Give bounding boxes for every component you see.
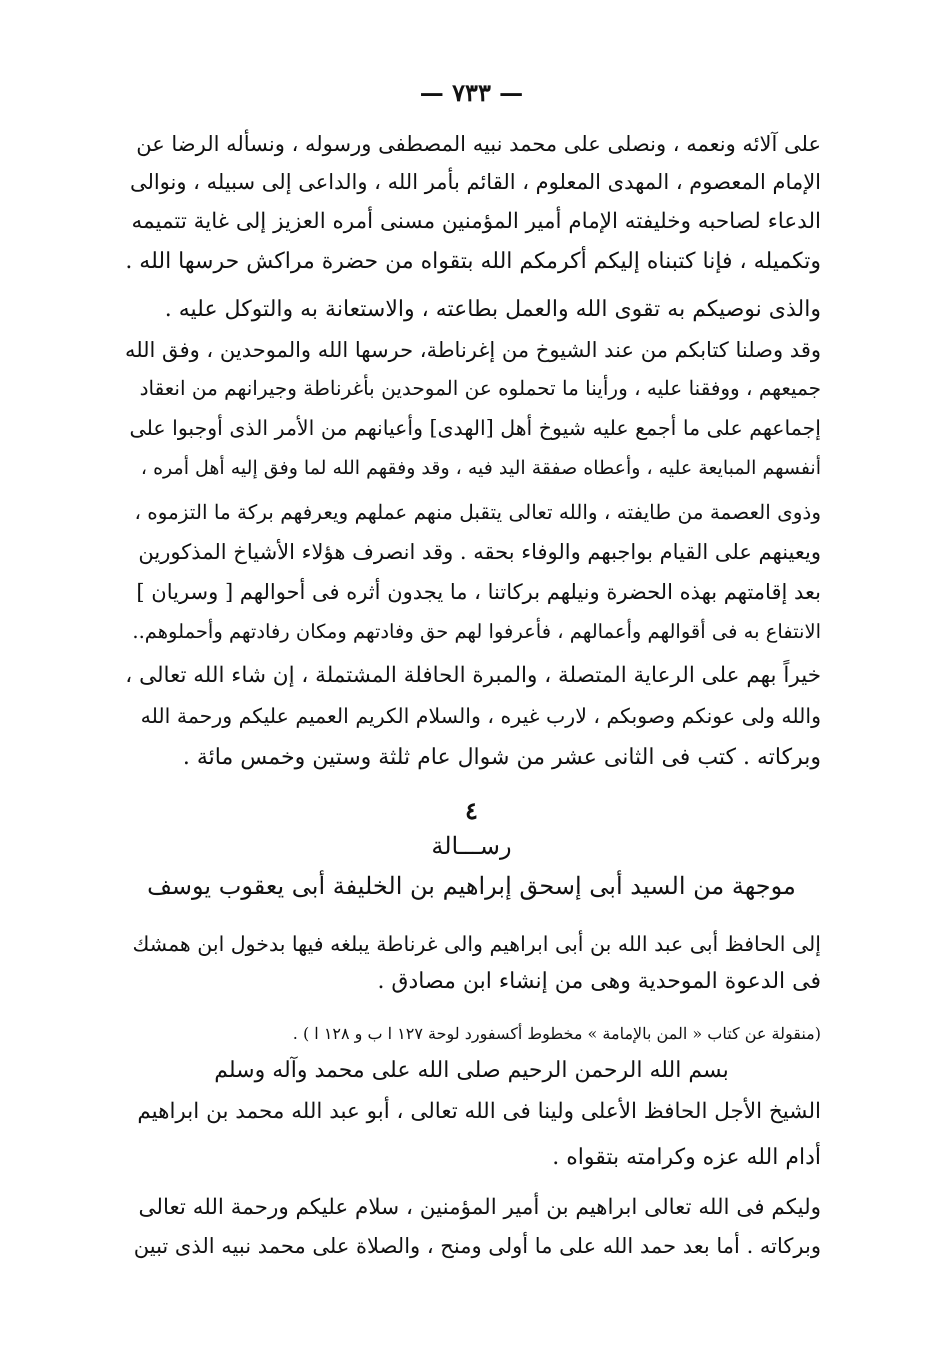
greeting-line: وبركاته . أما بعد حمد الله على ما أولى ومنح ، والصلاة على محمد نبيه الذى تبين — [133, 1234, 821, 1258]
address-line: أدام الله عزه وكرامته بتقواه . — [552, 1145, 821, 1170]
letter-line: خيراً بهم على الرعاية المتصلة ، والمبرة الحافلة المشتملة ، إن شاء الله تعالى ، — [125, 663, 821, 688]
letter-line: الإمام المعصوم ، المهدى المعلوم ، القائم بأمر الله ، والداعى إلى سبيله ، ونوالى — [129, 170, 821, 194]
letter-line: والذى نوصيكم به تقوى الله والعمل بطاعته ، والاستعانة به والتوكل عليه . — [164, 297, 821, 322]
section-description-line: فى الدعوة الموحدية وهى من إنشاء ابن مصادق . — [377, 969, 821, 994]
letter-line: جميعهم ، ووفقنا عليه ، ورأينا ما تحملوه عن الموحدين بأغرناطة وجيرانهم من انعقاد — [139, 376, 821, 400]
letter-line: وقد وصلنا كتابكم من عند الشيوخ من إغرناطة، حرسها الله والموحدين ، وفق الله — [124, 338, 821, 362]
letter-line: ويعينهم على القيام بواجبهم والوفاء بحقه . وقد انصرف هؤلاء الأشياخ المذكورين — [138, 540, 821, 564]
letter-line: إجماعهم على ما أجمع عليه شيوخ أهل [الهدى] وأعيانهم من الأمر الذى أوجبوا على — [129, 416, 821, 440]
basmala: بسم الله الرحمن الرحيم صلى الله على محمد وآله وسلم — [214, 1058, 729, 1083]
section-number: ٤ — [465, 796, 478, 825]
letter-line: وذوى العصمة من طايفته ، والله تعالى يتقبل منهم عملهم ويعرفهم بركة ما التزموه ، — [134, 500, 821, 524]
letter-line: الدعاء لصاحبه وخليفته الإمام أمير المؤمنين مسنى أمره العزيز إلى غاية تتميمه — [131, 209, 821, 234]
letter-line: بعد إقامتهم بهذه الحضرة ونيلهم بركاتنا ، ما يجدون أثره فى أحوالهم [ وسريان ] — [136, 580, 821, 604]
source-note: (منقولة عن كتاب « المن بالإمامة » مخطوط أكسفورد لوحة ١٢٧ ا ب و ١٢٨ ا ) . — [292, 1024, 821, 1043]
address-line: الشيخ الأجل الحافظ الأعلى ولينا فى الله تعالى ، أبو عبد الله محمد بن ابراهيم — [137, 1099, 821, 1124]
page-number: — ٧٣٣ — — [419, 78, 524, 107]
section-description-line: إلى الحافظ أبى عبد الله بن أبى ابراهيم والى غرناطة يبلغه فيها بدخول ابن همشك — [132, 932, 821, 956]
letter-line: الانتفاع به فى أقوالهم وأعمالهم ، فأعرفوا لهم حق وفادتهم ومكان رفادتهم وأحملوهم.. — [132, 620, 821, 643]
letter-line: على آلائه ونعمه ، ونصلى على محمد نبيه المصطفى ورسوله ، ونسأله الرضا عن — [136, 132, 821, 156]
greeting-line: وليكم فى الله تعالى ابراهيم بن أمير المؤمنين ، سلام عليكم ورحمة الله تعالى — [138, 1195, 821, 1220]
letter-line: وتكميله ، فإنا كتبناه إليكم أكرمكم الله بتقواه من حضرة مراكش حرسها الله . — [125, 249, 821, 274]
section-subtitle: موجهة من السيد أبى إسحق إبراهيم بن الخليفة أبى يعقوب يوسف — [147, 872, 796, 900]
letter-line: والله ولى عونكم وصوبكم ، لارب غيره ، والسلام الكريم العميم عليكم ورحمة الله — [140, 704, 821, 728]
letter-line: أنفسهم المبايعة عليه ، وأعطاه صفقة اليد فيه ، وقد وفقهم الله لما وفق إليه أهل أمره ، — [140, 457, 821, 479]
letter-line: وبركاته . كتب فى الثانى عشر من شوال عام ثلثة وستين وخمس مائة . — [182, 745, 821, 770]
section-title: رســـالة — [431, 832, 512, 860]
